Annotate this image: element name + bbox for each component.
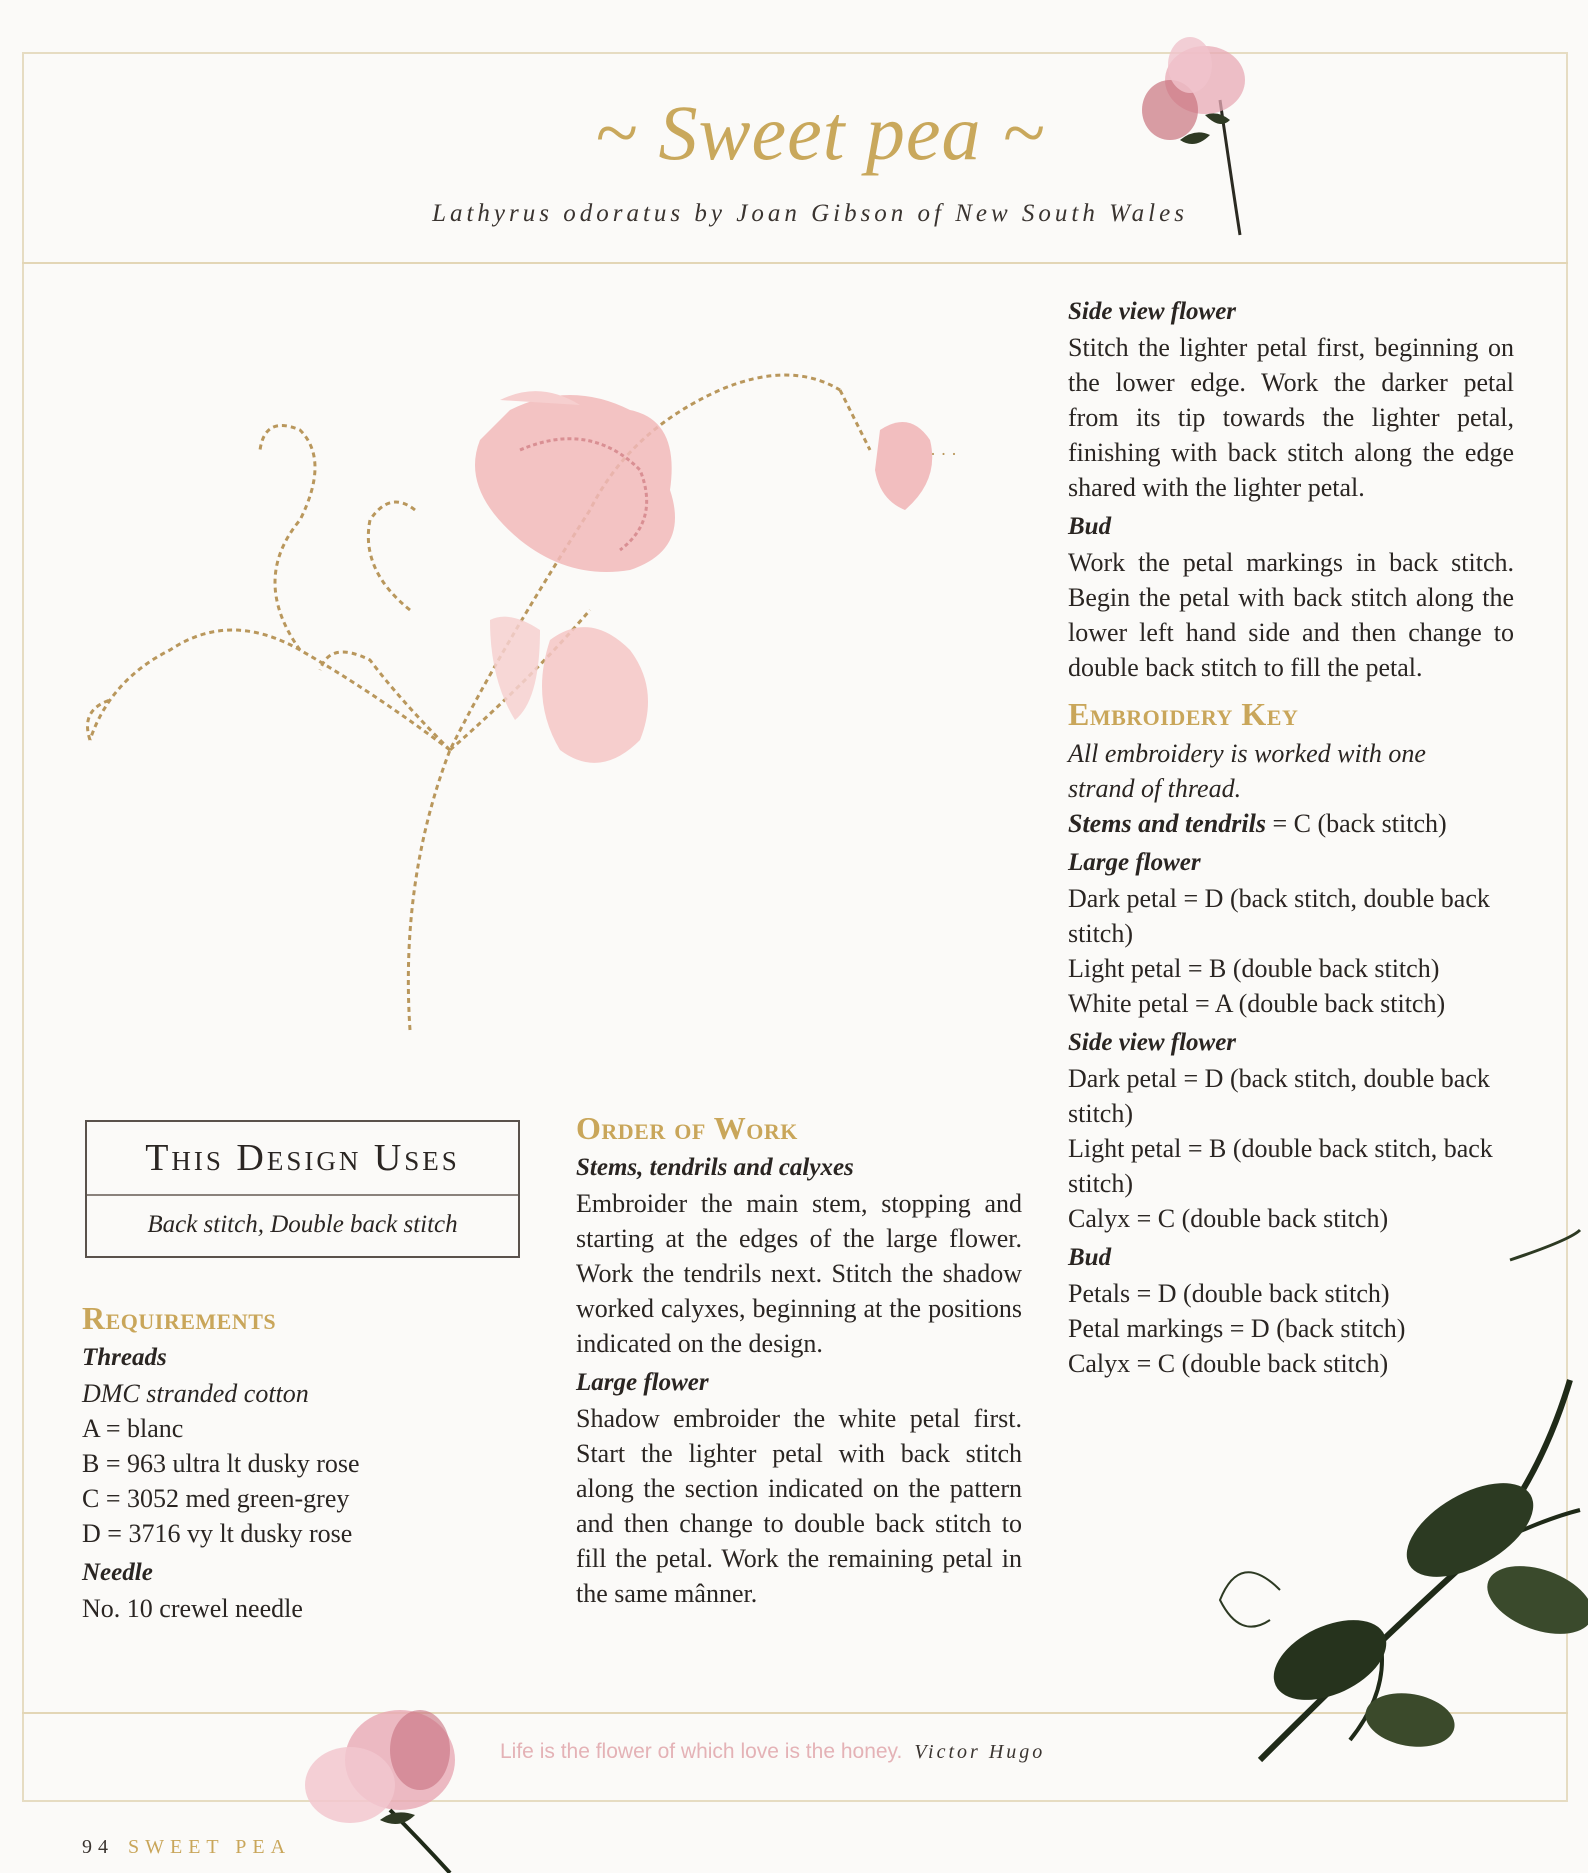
sweet-pea-embroidery-illustration	[70, 320, 1050, 1040]
needle-label: Needle	[82, 1559, 153, 1586]
key-stems-label: Stems and tendrils	[1068, 809, 1266, 838]
stems-section-title: Stems, tendrils and calyxes	[576, 1154, 854, 1181]
embroidery-key-intro: All embroidery is worked with one strand of thread.	[1068, 739, 1426, 803]
thread-type: DMC stranded cotton	[82, 1379, 309, 1408]
thread-item: C = 3052 med green-grey	[82, 1484, 350, 1513]
key-item: Light petal = B (double back stitch)	[1068, 954, 1440, 983]
footer-quote	[500, 1740, 1045, 1764]
thread-item: A = blanc	[82, 1414, 184, 1443]
order-of-work-column	[576, 1105, 1022, 1611]
requirements-heading: Requirements	[82, 1300, 277, 1336]
key-stems-line	[1068, 806, 1514, 841]
embroidery-key-heading: Embroidery Key	[1068, 696, 1299, 732]
key-item: Dark petal = D (back stitch, double back stitch)	[1068, 1064, 1490, 1128]
key-item: Calyx = C (double back stitch)	[1068, 1349, 1389, 1378]
key-item: White petal = A (double back stitch)	[1068, 989, 1446, 1018]
page-subtitle: Lathyrus odoratus by Joan Gibson of New South Wales	[432, 200, 1188, 227]
key-side-view-title: Side view flower	[1068, 1029, 1237, 1056]
thread-item: D = 3716 vy lt dusky rose	[82, 1519, 353, 1548]
pressed-flower-bottom-decoration	[290, 1690, 490, 1873]
stems-section-text: Embroider the main stem, stopping and starting at the edges of the large flower. Work the tendrils next. Stitch the shadow worked calyxes, beginning at the positions indicated on the design.	[576, 1189, 1022, 1358]
thread-item: B = 963 ultra lt dusky rose	[82, 1449, 360, 1478]
design-uses-box	[85, 1120, 520, 1258]
folio-section: SWEET PEA	[128, 1836, 292, 1858]
requirements-column	[82, 1295, 522, 1626]
folio	[82, 1836, 291, 1859]
key-item: Light petal = B (double back stitch, back stitch)	[1068, 1134, 1493, 1198]
key-item: Petals = D (double back stitch)	[1068, 1279, 1390, 1308]
svg-text:· · ·: · · ·	[930, 444, 957, 464]
quote-author: Victor Hugo	[914, 1741, 1046, 1763]
key-stems-value: = C (back stitch)	[1265, 809, 1447, 838]
large-flower-section-text: Shadow embroider the white petal first. Start the lighter petal with back stitch along the section indicated on the pattern and then change to double back stitch to fill the petal. Work the remaining petal in the same mânner.	[576, 1404, 1022, 1608]
key-large-flower-title: Large flower	[1068, 849, 1201, 876]
side-view-title: Side view flower	[1068, 298, 1237, 325]
bud-title: Bud	[1068, 513, 1112, 540]
key-item: Dark petal = D (back stitch, double back stitch)	[1068, 884, 1490, 948]
side-view-text: Stitch the lighter petal first, beginning on the lower edge. Work the darker petal from its tip towards the lighter petal, finishing with back stitch along the edge shared with the lighter petal.	[1068, 333, 1514, 502]
needle-value: No. 10 crewel needle	[82, 1594, 303, 1623]
threads-label: Threads	[82, 1344, 167, 1371]
key-item: Calyx = C (double back stitch)	[1068, 1204, 1389, 1233]
header-rule	[22, 262, 1568, 264]
right-column	[1068, 290, 1514, 1381]
bud-text: Work the petal markings in back stitch. Begin the petal with back stitch along the lower left hand side and then change to double back stitch to fill the petal.	[1068, 548, 1514, 682]
order-of-work-heading: Order of Work	[576, 1110, 798, 1146]
key-item: Petal markings = D (back stitch)	[1068, 1314, 1406, 1343]
key-bud-title: Bud	[1068, 1244, 1112, 1271]
quote-text: Life is the flower of which love is the honey.	[500, 1740, 903, 1763]
design-uses-stitches: Back stitch, Double back stitch	[147, 1211, 458, 1238]
page-title: ~ Sweet pea ~	[594, 89, 1046, 176]
page-number: 94	[82, 1836, 114, 1858]
large-flower-section-title: Large flower	[576, 1369, 709, 1396]
design-uses-heading: This Design Uses	[87, 1122, 518, 1196]
leaf-vine-decoration	[1180, 1220, 1588, 1780]
